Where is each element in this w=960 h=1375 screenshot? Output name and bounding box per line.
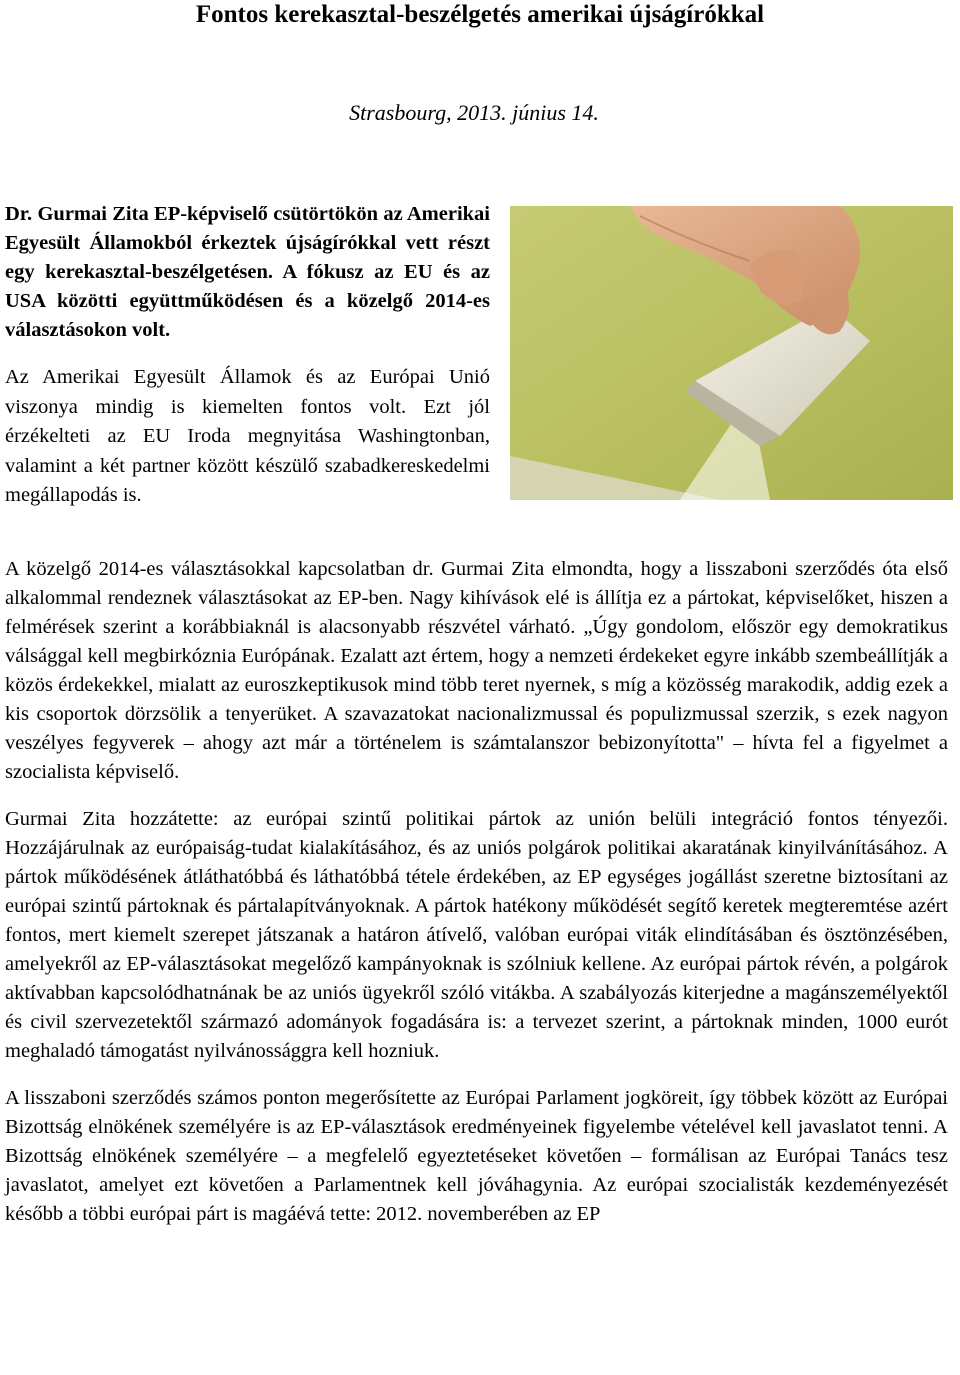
dateline: Strasbourg, 2013. június 14.	[349, 100, 599, 125]
body-paragraph: A lisszaboni szerződés számos ponton megerősítette az Európai Parlament jogköreit, így többek között az Európai Bizottság elnökének személyére is az EP-választások eredményeinek figyelembe vételével kell javaslatot tenni. A Bizottság elnökének személyére – a megfelelő egyeztetéseket követően – formálisan az Európai Tanács tesz javaslatot, amelyet ezt követően a Parlamentnek kell jóváhagynia. Az európai szocialisták kezdeményezését később a többi európai párt is magáévá tette: 2012. novemberében az EP	[5, 1087, 948, 1225]
intro-paragraph: Az Amerikai Egyesült Államok és az Európai Unió viszonya mindig is kiemelten fontos volt. Ezt jól érzékelteti az EU Iroda megnyitása Washingtonban, valamint a két partner között készülő szabadkereskedelmi megállapodás is.	[5, 366, 490, 506]
document-title: Fontos kerekasztal-beszélgetés amerikai újságírókkal	[195, 1, 765, 28]
ballot-hand-photo	[510, 206, 953, 500]
body-paragraph: Gurmai Zita hozzátette: az európai szintű politikai pártok az unión belüli integráció fontos tényezői. Hozzájárulnak az európaiság-tudat kialakításához, és az uniós polgárok politikai akaratának kinyilvánításához. A pártok működésének átláthatóbbá és láthatóbbá tétele érdekében, az EP egységes jogállást szeretne biztosítani az európai szintű pártoknak és pártalapítványoknak. A pártok hatékony működését segítő keretek megteremtése azért fontos, mert kiemelt szerepet játszanak a határon átívelő, valóban európai viták elindításában és ösztönzésében, amelyekről az EP-választásokat megelőző kampányoknak is szólniuk kellene. Az európai pártok révén, a polgárok aktívabban kapcsolódhatnának be az uniós ügyekről szóló vitákba. A szabályozás kiterjedne a magánszemélyektől és civil szervezetektől származó adományok fogadására is: a tervezet szerint, a pártoknak minden, 1000 eurót meghaladó támogatást nyilvánossággra kell hozniuk.	[5, 808, 948, 1062]
lead-column	[5, 200, 490, 511]
ballot-photo-illustration	[510, 206, 953, 500]
article-body	[5, 555, 948, 1247]
lead-paragraph: Dr. Gurmai Zita EP-képviselő csütörtökön az Amerikai Egyesült Államokból érkeztek újságírókkal vett részt egy kerekasztal-beszélgetésen. A fókusz az EU és az USA közötti együttműködésen és a közelgő 2014-es választásokon volt.	[5, 203, 490, 341]
body-paragraph: A közelgő 2014-es választásokkal kapcsolatban dr. Gurmai Zita elmondta, hogy a lisszaboni szerződés óta első alkalommal rendeznek választásokat az EP-ben. Nagy kihívások elé is állítja ez a pártokat, képviselőket, hiszen a felmérések szerint a korábbiaknál is alacsonyabb részvétel várható. „Úgy gondolom, először egy demokratikus válsággal kell megbirkóznia Európának. Ezalatt azt értem, hogy a nemzeti érdekeket egyre inkább szembeállítják a közös érdekekkel, mialatt az euroszkeptikusok mind több teret nyernek, s míg a közösség marakodik, addig ezek a kis csoportok dörzsölik a tenyerüket. A szavazatokat nacionalizmussal és populizmussal szerzik, s ezek nagyon veszélyes fegyverek – ahogy azt már a történelem is számtalanszor bebizonyította" – hívta fel a figyelmet a szocialista képviselő.	[5, 558, 948, 783]
